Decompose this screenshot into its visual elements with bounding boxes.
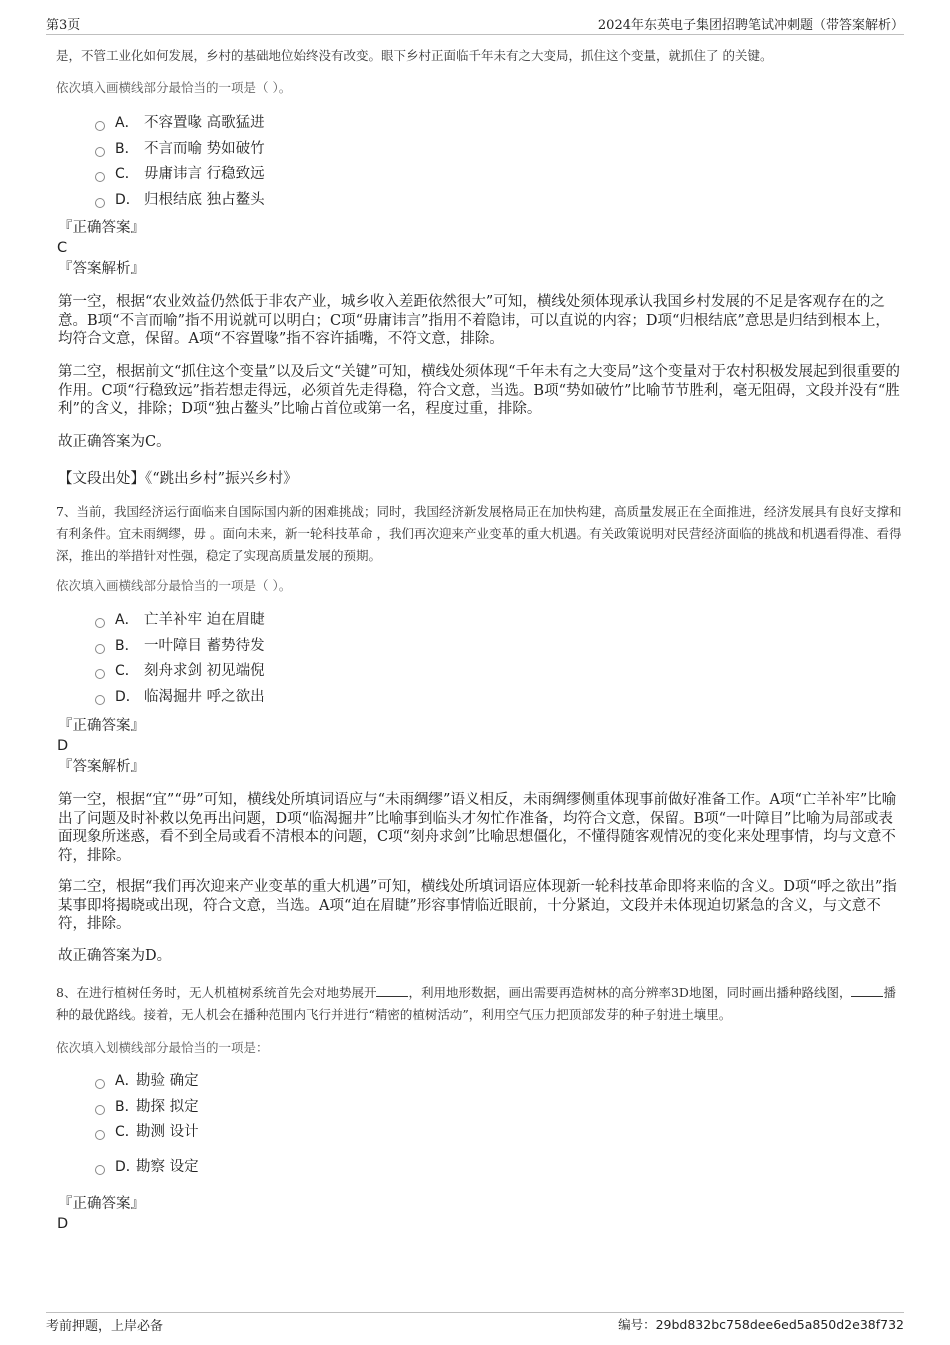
radio-icon[interactable] (95, 1165, 105, 1175)
q8-option-b[interactable]: B． 勘探 拟定 (56, 1095, 902, 1121)
q8-answer: D (57, 1216, 69, 1232)
q8-option-a[interactable]: A． 勘验 确定 (56, 1069, 902, 1095)
page-header (46, 14, 904, 35)
page-number: 第3页 (46, 18, 81, 33)
q7-analysis-1: 第一空，根据“宜”“毋”可知，横线处所填词语应与“未雨绸缪”语义相反，未雨绸缪侧重体现事前做好准备工作。A项“亡羊补牢”比喻出了问题及时补救以免再出问题，D项“临渴掘井”比喻事到临头才匆忙作准备，均符合文意，保留。B项“一叶障目”比喻为局部或表面现象所迷惑，看不到全局或看不清根本的问题，C项“刻舟求剑”比喻思想僵化，不懂得随客观情况的变化来处理事情，均与文意不符，排除。 (58, 792, 897, 864)
q6-answer: C (57, 240, 68, 256)
radio-icon[interactable] (95, 1130, 105, 1140)
radio-icon[interactable] (95, 1079, 105, 1089)
q7-options (56, 608, 902, 710)
q6-option-a[interactable]: A． 不容置喙 高歌猛进 (56, 111, 902, 137)
q8-ask: 依次填入划横线部分最恰当的一项是： (56, 1040, 269, 1055)
q6-analysis-3: 故正确答案为C。 (58, 434, 171, 450)
q7-answer-label: 『正确答案』 (58, 718, 145, 734)
q6-stem: 是，不管工业化如何发展，乡村的基础地位始终没有改变。眼下乡村正面临千年未有之大变局，抓住这个变量，就抓住了 的关键。 (56, 48, 773, 63)
radio-icon[interactable] (95, 198, 105, 208)
q7-option-c[interactable]: C． 刻舟求剑 初见端倪 (56, 659, 902, 685)
q6-source: 【文段出处】《“跳出乡村”振兴乡村》 (58, 471, 298, 487)
q8-options (56, 1069, 902, 1180)
radio-icon[interactable] (95, 172, 105, 182)
q6-analysis-2: 第二空，根据前文“抓住这个变量”以及后文“关键”可知，横线处须体现“千年未有之大变局”这个变量对于农村积极发展起到很重要的作用。C项“行稳致远”指若想走得远，必须首先走得稳，符合文意，当选。B项“势如破竹”比喻节节胜利，毫无阻碍，文段并没有“胜利”的含义，排除；D项“独占鳌头”比喻占首位或第一名，程度过重，排除。 (58, 364, 900, 417)
q6-option-b[interactable]: B． 不言而喻 势如破竹 (56, 137, 902, 163)
blank-line (376, 984, 408, 997)
radio-icon[interactable] (95, 695, 105, 705)
q6-ask: 依次填入画横线部分最恰当的一项是（ ）。 (56, 80, 292, 95)
q7-stem: 7、当前，我国经济运行面临来自国际国内新的困难挑战；同时，我国经济新发展格局正在加快构建，高质量发展正在全面推进，经济发展具有良好支撑和有利条件。宜未雨绸缪，毋 。面向未来，新一轮科技革命 ，我们再次迎来产业变革的重大机遇。有关政策说明对民营经济面临的挑战和机遇看得准、看得深，推出的举措针对性强，稳定了实现高质量发展的预期。 (56, 504, 902, 563)
q6-answer-label: 『正确答案』 (58, 220, 145, 236)
footer-code: 编号：29bd832bc758dee6ed5a850d2e38f732 (618, 1317, 904, 1332)
q7-option-a[interactable]: A． 亡羊补牢 迫在眉睫 (56, 608, 902, 634)
page-footer (46, 1312, 904, 1334)
q6-option-d[interactable]: D． 归根结底 独占鳌头 (56, 188, 902, 214)
q6-option-c[interactable]: C． 毋庸讳言 行稳致远 (56, 162, 902, 188)
radio-icon[interactable] (95, 669, 105, 679)
radio-icon[interactable] (95, 1105, 105, 1115)
q7-analysis-label: 『答案解析』 (58, 759, 145, 775)
q8-option-c[interactable]: C． 勘测 设计 (56, 1120, 902, 1146)
q7-option-b[interactable]: B． 一叶障目 蓄势待发 (56, 634, 902, 660)
q6-analysis-1: 第一空，根据“农业效益仍然低于非农产业，城乡收入差距依然很大”可知，横线处须体现承认我国乡村发展的不足是客观存在的之意。B项“不言而喻”指不用说就可以明白；C项“毋庸讳言”指用不着隐讳，可以直说的内容；D项“归根结底”意思是归结到根本上，均符合文意，保留。A项“不容置喙”指不容许插嘴，不符文意，排除。 (58, 294, 890, 347)
q8-answer-label: 『正确答案』 (58, 1196, 145, 1212)
q7-ask: 依次填入画横线部分最恰当的一项是（ ）。 (56, 578, 292, 593)
radio-icon[interactable] (95, 121, 105, 131)
q7-analysis-2: 第二空，根据“我们再次迎来产业变革的重大机遇”可知，横线处所填词语应体现新一轮科技革命即将来临的含义。D项“呼之欲出”指某事即将揭晓或出现，符合文意，当选。A项“迫在眉睫”形容事情临近眼前，十分紧迫，文段并未体现迫切紧急的含义，与文意不符，排除。 (58, 879, 897, 932)
document-title: 2024年东英电子集团招聘笔试冲刺题（带答案解析） (597, 18, 904, 33)
blank-line (851, 984, 883, 997)
radio-icon[interactable] (95, 644, 105, 654)
q6-options (56, 111, 902, 213)
radio-icon[interactable] (95, 147, 105, 157)
footer-slogan: 考前押题，上岸必备 (46, 1319, 164, 1334)
q7-option-d[interactable]: D． 临渴掘井 呼之欲出 (56, 685, 902, 711)
q7-answer: D (57, 738, 69, 754)
q6-analysis-label: 『答案解析』 (58, 261, 145, 277)
radio-icon[interactable] (95, 618, 105, 628)
q8-stem: 8、在进行植树任务时，无人机植树系统首先会对地势展开 ，利用地形数据，画出需要再造树林的高分辨率3D地图，同时画出播种路线图， 播种的最优路线。接着，无人机会在播种范围内飞行并进行“精密的植树活动”，利用空气压力把顶部发芽的种子射进土壤里。 (56, 985, 896, 1022)
q8-option-d[interactable]: D． 勘察 设定 (56, 1155, 902, 1181)
q7-analysis-3: 故正确答案为D。 (58, 948, 172, 964)
